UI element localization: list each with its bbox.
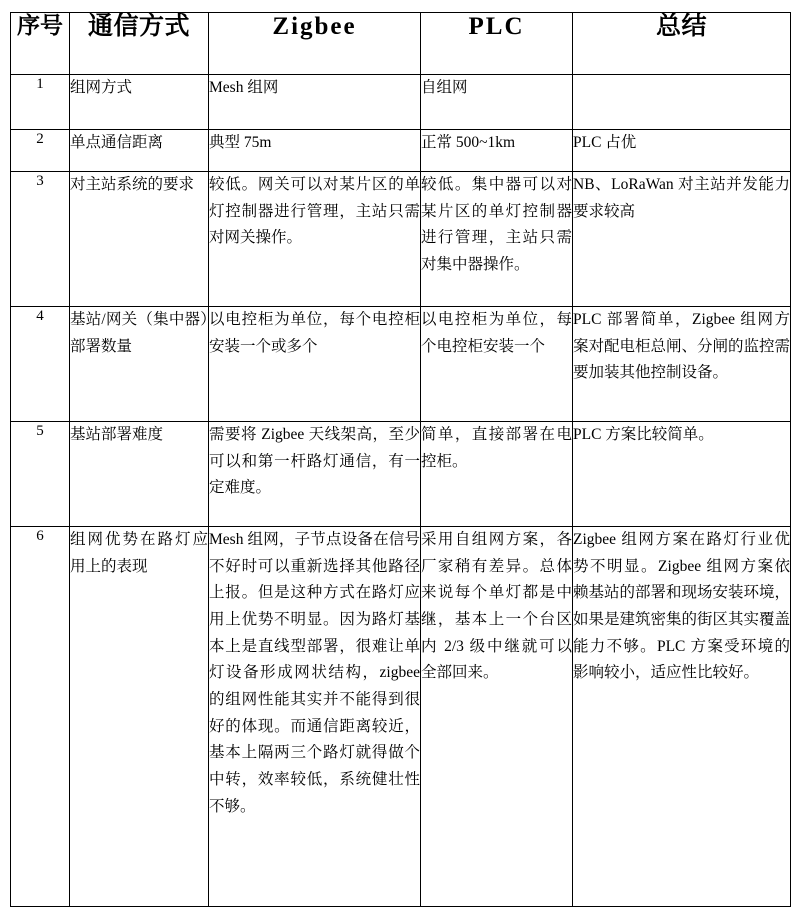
row-number: 1 <box>11 75 70 130</box>
row-number: 2 <box>11 130 70 172</box>
cell-plc: 采用自组网方案，各厂家稍有差异。总体来说每个单灯都是中继，基本上一个台区内 2/3 级中继就可以全部回来。 <box>421 527 573 907</box>
header-row <box>11 13 791 75</box>
cell-summary: PLC 方案比较简单。 <box>573 422 791 527</box>
communication-comparison-table <box>10 12 791 907</box>
cell-summary: Zigbee 组网方案在路灯行业优势不明显。Zigbee 组网方案依赖基站的部署和现场安装环境，如果是建筑密集的街区其实覆盖能力不够。PLC 方案受环境的影响较小，适应性比较好。 <box>573 527 791 907</box>
table-row <box>11 527 791 907</box>
cell-mode: 单点通信距离 <box>70 130 209 172</box>
table-row <box>11 307 791 422</box>
column-header-summary: 总结 <box>573 13 791 75</box>
cell-mode: 对主站系统的要求 <box>70 172 209 307</box>
table-row <box>11 422 791 527</box>
cell-zigbee: 以电控柜为单位，每个电控柜安装一个或多个 <box>209 307 421 422</box>
cell-summary: PLC 占优 <box>573 130 791 172</box>
cell-zigbee: Mesh 组网 <box>209 75 421 130</box>
table-row <box>11 130 791 172</box>
cell-mode: 基站部署难度 <box>70 422 209 527</box>
cell-plc: 简单，直接部署在电控柜。 <box>421 422 573 527</box>
cell-zigbee: 需要将 Zigbee 天线架高，至少可以和第一杆路灯通信，有一定难度。 <box>209 422 421 527</box>
row-number: 6 <box>11 527 70 907</box>
cell-mode: 组网优势在路灯应用上的表现 <box>70 527 209 907</box>
cell-summary: PLC 部署简单，Zigbee 组网方案对配电柜总闸、分闸的监控需要加装其他控制设备。 <box>573 307 791 422</box>
cell-mode: 基站/网关（集中器）部署数量 <box>70 307 209 422</box>
column-header-mode: 通信方式 <box>70 13 209 75</box>
row-number: 5 <box>11 422 70 527</box>
column-header-no: 序号 <box>11 13 70 75</box>
column-header-plc: PLC <box>421 13 573 75</box>
cell-summary <box>573 75 791 130</box>
cell-zigbee: 典型 75m <box>209 130 421 172</box>
row-number: 3 <box>11 172 70 307</box>
cell-summary: NB、LoRaWan 对主站并发能力要求较高 <box>573 172 791 307</box>
table-row <box>11 172 791 307</box>
table-header <box>11 13 791 75</box>
cell-plc: 自组网 <box>421 75 573 130</box>
column-header-zigbee: Zigbee <box>209 13 421 75</box>
table-body <box>11 75 791 907</box>
cell-zigbee: Mesh 组网，子节点设备在信号不好时可以重新选择其他路径上报。但是这种方式在路灯应用上优势不明显。因为路灯基本上是直线型部署，很难让单灯设备形成网状结构，zigbee 的组网性能其实并不能得到很好的体现。而通信距离较近，基本上隔两三个路灯就得做个中转，效率较低，系统健壮性不够。 <box>209 527 421 907</box>
cell-plc: 以电控柜为单位，每个电控柜安装一个 <box>421 307 573 422</box>
cell-mode: 组网方式 <box>70 75 209 130</box>
table-row <box>11 75 791 130</box>
cell-plc: 较低。集中器可以对某片区的单灯控制器进行管理，主站只需对集中器操作。 <box>421 172 573 307</box>
cell-plc: 正常 500~1km <box>421 130 573 172</box>
row-number: 4 <box>11 307 70 422</box>
cell-zigbee: 较低。网关可以对某片区的单灯控制器进行管理，主站只需对网关操作。 <box>209 172 421 307</box>
